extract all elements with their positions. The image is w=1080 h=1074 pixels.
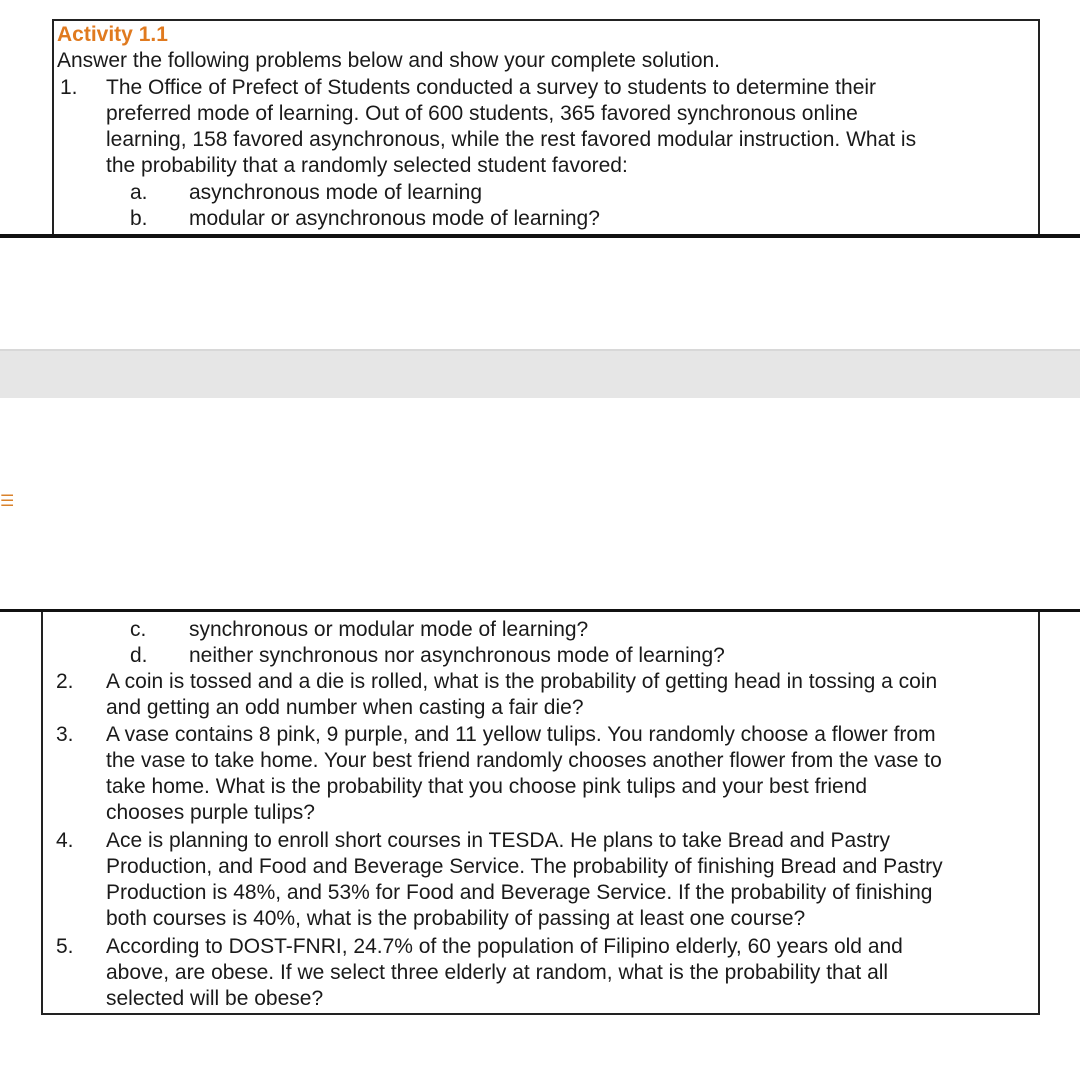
sub-item-b-letter: b. [130,207,148,230]
problem-2-line-2: and getting an odd number when casting a fair die? [106,696,584,719]
sub-item-a-text: asynchronous mode of learning [189,181,483,204]
problem-5-line-2: above, are obese. If we select three elderly at random, what is the probability that all [106,961,889,984]
problem-1-line-3: learning, 158 favored asynchronous, while the rest favored modular instruction. What is [106,128,917,151]
gray-band [0,349,1080,398]
problem-3-number: 3. [56,723,74,746]
problem-4-line-3: Production is 48%, and 53% for Food and Beverage Service. If the probability of finishing [106,881,933,904]
sub-item-d-text: neither synchronous nor asynchronous mode of learning? [189,644,725,667]
sub-item-b-text: modular or asynchronous mode of learning? [189,207,600,230]
sub-item-a-letter: a. [130,181,148,204]
problem-2-number: 2. [56,670,74,693]
problem-3-line-4: chooses purple tulips? [106,801,315,824]
problem-4-line-1: Ace is planning to enroll short courses in TESDA. He plans to take Bread and Pastry [106,829,891,852]
problem-5-number: 5. [56,935,74,958]
page-divider-top [0,234,1080,238]
problem-1-number: 1. [60,76,78,99]
problem-5-line-1: According to DOST-FNRI, 24.7% of the population of Filipino elderly, 60 years old and [106,935,903,958]
sub-item-c-text: synchronous or modular mode of learning? [189,618,589,641]
problem-4-line-4: both courses is 40%, what is the probability of passing at least one course? [106,907,806,930]
problem-1-line-1: The Office of Prefect of Students conducted a survey to students to determine their [106,76,877,99]
sub-item-c-letter: c. [130,618,147,641]
problem-1-line-4: the probability that a randomly selected student favored: [106,154,628,177]
problem-2-line-1: A coin is tossed and a die is rolled, what is the probability of getting head in tossing a coin [106,670,938,693]
problem-1-line-2: preferred mode of learning. Out of 600 students, 365 favored synchronous online [106,102,858,125]
problem-5-line-3: selected will be obese? [106,987,324,1010]
problem-4-number: 4. [56,829,74,852]
sub-item-d-letter: d. [130,644,148,667]
problem-3-line-1: A vase contains 8 pink, 9 purple, and 11 yellow tulips. You randomly choose a flower from [106,723,936,746]
problem-3-line-3: take home. What is the probability that you choose pink tulips and your best friend [106,775,868,798]
activity-title: Activity 1.1 [57,23,168,46]
problem-4-line-2: Production, and Food and Beverage Service. The probability of finishing Bread and Pastry [106,855,943,878]
instructions-text: Answer the following problems below and show your complete solution. [57,49,721,72]
side-mark-icon: ☰ [0,493,15,510]
problem-3-line-2: the vase to take home. Your best friend randomly chooses another flower from the vase to [106,749,942,772]
